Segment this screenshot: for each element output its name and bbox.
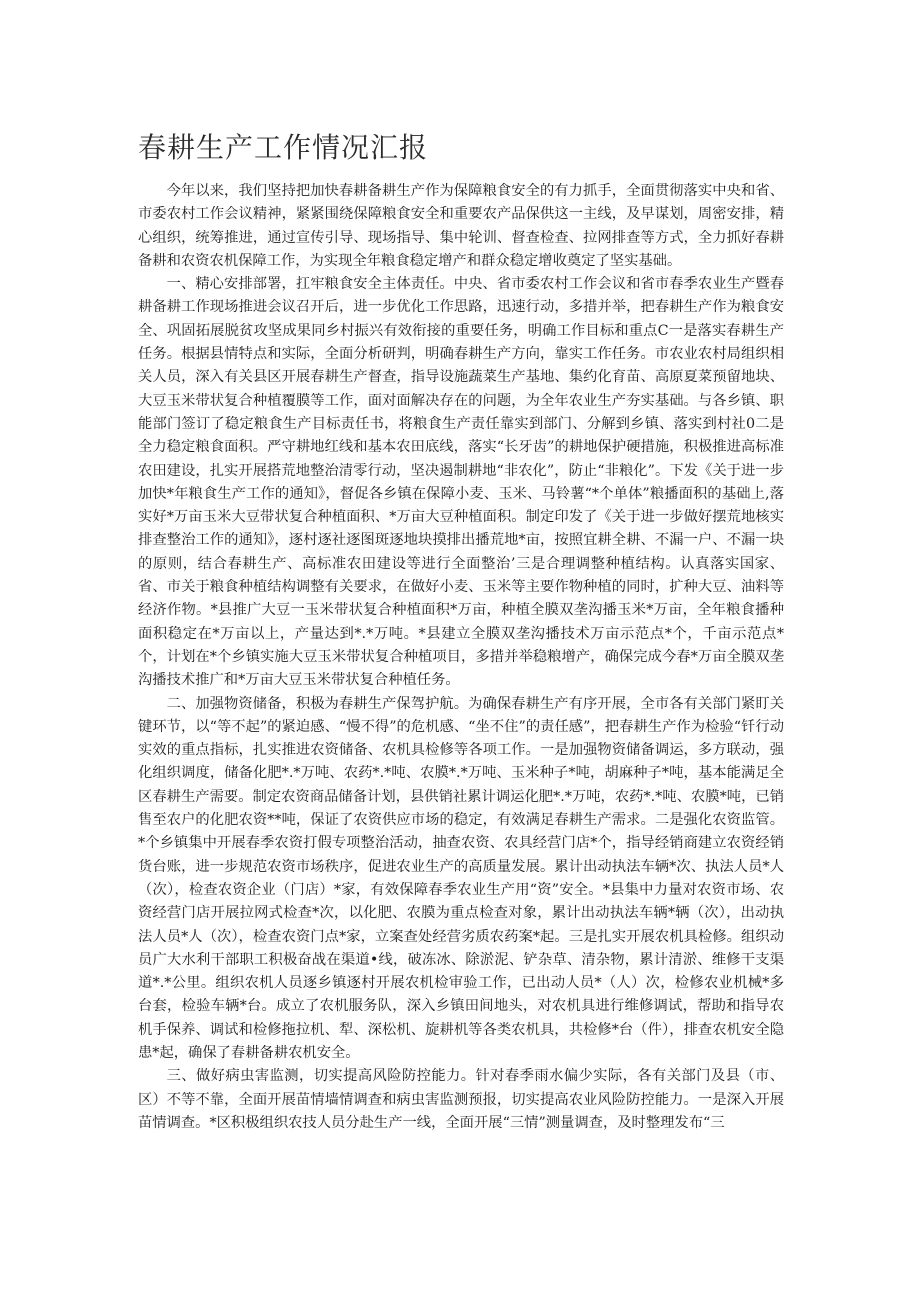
paragraph-section-3: 三、做好病虫害监测，切实提高风险防控能力。针对春季雨水偏少实际，各有关部门及县（市、区）不等不靠，全面开展苗情墙情调查和病虫害监测预报，切实提高农业风险防控能力。一是深入开展苗情调查。*区积极组织农技人员分赴生产一线，全面开展“三情”测量调查，及时整理发布“三 <box>138 1068 784 1131</box>
document-title: 春耕生产工作情况汇报 <box>138 131 429 164</box>
paragraph-section-2: 二、加强物资储备，积极为春耕生产保驾护航。为确保春耕生产有序开展，全市各有关部门紧盯关键环节，以“等不起”的紧迫感、“慢不得”的危机感、“坐不住”的责任感”，把春耕生产作为检验“钎行动实效的重点指标，扎实推进农资储备、农机具检修等各项工作。一是加强物资储备调运，多方联动，强化组织调度，储备化肥*.*万吨、农药*.*吨、农膜*.*万吨、玉米种子*吨，胡麻种子*吨，基本能满足全区春耕生产需要。制定农资商品储备计划，县供销社累计调运化肥*.*万吨，农药*.*吨、农膜*吨，已销售至农户的化肥农资**吨，保证了农资供应市场的稳定，有效满足春耕生产需求。二是强化农资监管。*个乡镇集中开展春季农资打假专项整治活动，抽查农资、农具经营门店*个，指导经销商建立农资经销货台账，进一步规范农资市场秩序，促进农业生产的高质量发展。累计出动执法车辆*次、执法人员*人（次），检查农资企业（门店）*家，有效保障春季农业生产用“资”安全。*县集中力量对农资市场、农资经营门店开展拉网式检查*次，以化肥、农膜为重点检查对象，累计出动执法车辆*辆（次），出动执法人员*人（次），检查农资门点*家，立案查处经营劣质农药案*起。三是扎实开展农机具检修。组织动员广大水利干部职工积极奋战在渠道•线，破冻冰、除淤泥、铲杂草、清杂物，累计清淤、维修干支渠道*.*公里。组织农机人员逐乡镇逐村开展农机检审验工作，已出动人员*（人）次，检修农业机械*多台套，检验车辆*台。成立了农机服务队，深入乡镇田间地头，对农机具进行维修调试，帮助和指导农机手保养、调试和检修拖拉机、犁、深松机、旋耕机等各类农机具，共检修*台（件），排查农机安全隐患*起，确保了春耕备耕农机安全。 <box>138 695 784 1061</box>
paragraph-section-1: 一、精心安排部署，扛牢粮食安全主体责任。中央、省市委农村工作会议和省市春季农业生产暨春耕备耕工作现场推进会议召开后，进一步优化工作思路，迅速行动，多措并举，把春耕生产作为粮食安全、巩固拓展脱贫攻坚成果同乡村振兴有效衔接的重要任务，明确工作目标和重点C一是落实春耕生产任务。根据县情特点和实际，全面分析研判，明确春耕生产方向，靠实工作任务。市农业农村局组织相关人员，深入有关县区开展春耕生产督查，指导设施蔬菜生产基地、集约化育苗、高原夏菜预留地块、大豆玉米带状复合种植覆膜等工作，面对面解决存在的问题，为全年农业生产夯实基础。与各乡镇、职能部门签订了稳定粮食生产目标责任书，将粮食生产责任靠实到部门、分解到乡镇、落实到村社0二是全力稳定粮食面积。严守耕地红线和基本农田底线，落实“长牙齿”的耕地保护硬措施，积极推进高标准农田建设，扎实开展搭荒地整治清零行动，坚决遏制耕地“非农化”，防止“非粮化”。下发《关于进一步加快*年粮食生产工作的通知》，督促各乡镇在保障小麦、玉米、马铃薯“*个单体”粮播面积的基础上,落实好*万亩玉米大豆带状复合种植面积、*万亩大豆种植面积。制定印发了《关于进一步做好摆荒地核实排查整治工作的通知》，逐村逐社逐图斑逐地块摸排出播荒地*亩，按照宜耕全耕、不漏一户、不漏一块的原则，结合春耕生产、高标准农田建设等进行全面整治’三是合理调整种植结构。认真落实国家、省、市关于粮食种植结构调整有关要求，在做好小麦、玉米等主要作物种植的同时，扩种大豆、油料等经济作物。*县推广大豆一玉米带状复合种植面积*万亩，种植全膜双垄沟播玉米*万亩，全年粮食播种面积稳定在*万亩以上，产量达到*.*万吨。*县建立全膜双垄沟播技术万亩示范点*个，千亩示范点*个，计划在*个乡镇实施大豆玉米带状复合种植项目，多措并举稳粮增产，确保完成今春*万亩全膜双垄沟播技术推广和*万亩大豆玉米带状复合种植任务。 <box>138 276 784 689</box>
document-body <box>138 180 784 1135</box>
paragraph-intro: 今年以来，我们坚持把加快春耕备耕生产作为保障粮食安全的有力抓手，全面贯彻落实中央和省、市委农村工作会议精神，紧紧围绕保障粮食安全和重要农产品保供这一主线，及早谋划，周密安排，精心组织，统筹推进，通过宣传引导、现场指导、集中轮训、督查检查、拉网排查等方式，全力抓好春耕备耕和农资农机保障工作，为实现全年粮食稳定增产和群众稳定增收奠定了坚实基础。 <box>138 183 784 269</box>
